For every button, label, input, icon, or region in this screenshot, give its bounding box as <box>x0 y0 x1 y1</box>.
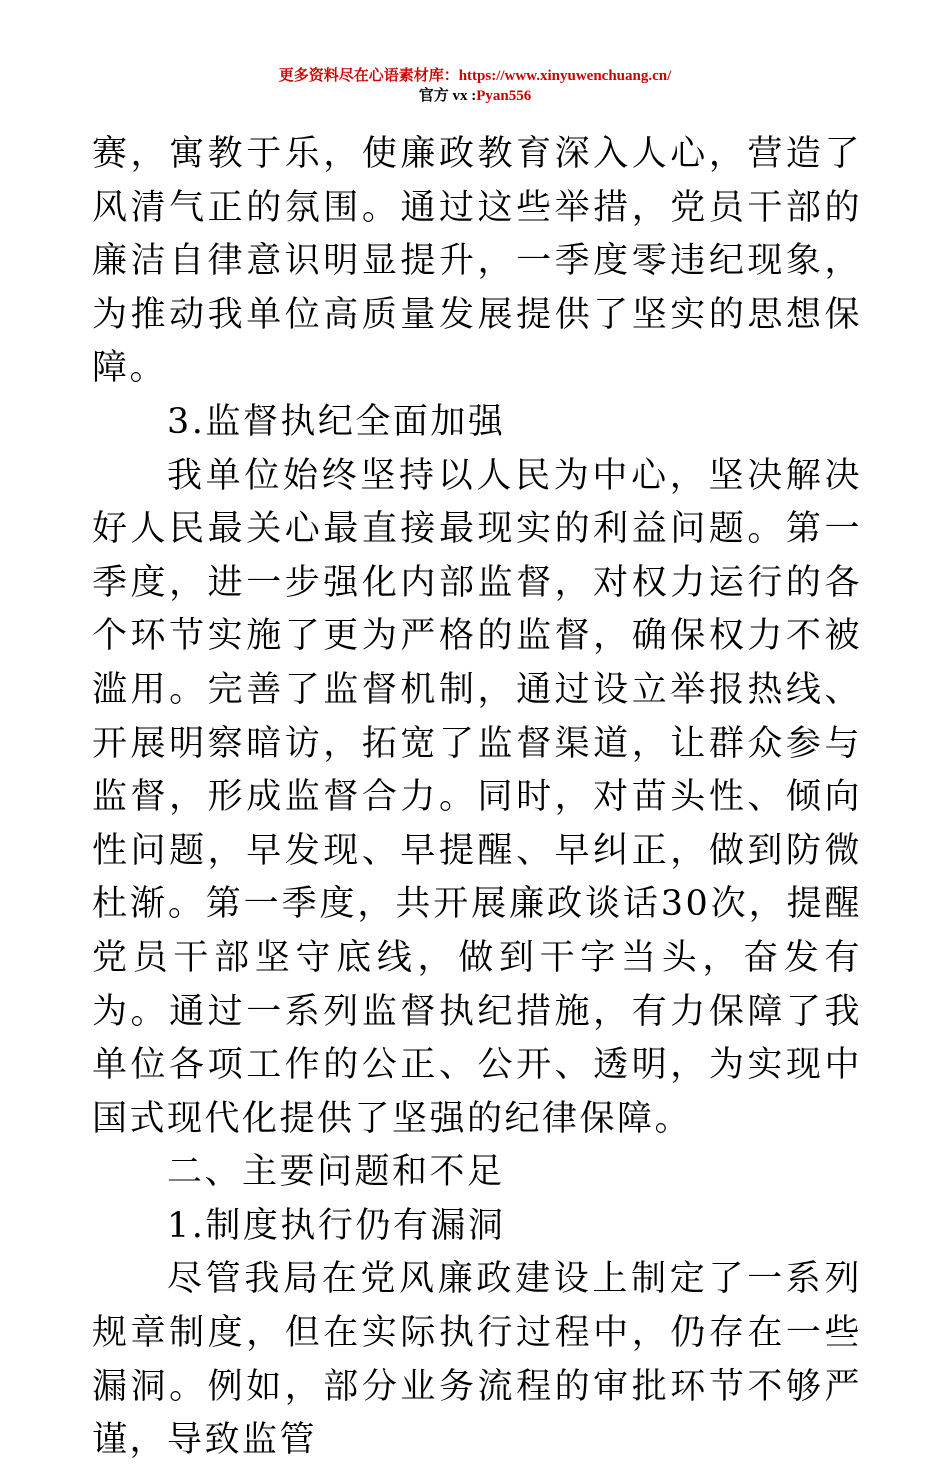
document-body <box>92 128 862 1468</box>
section-heading-problems: 二、主要问题和不足 <box>167 1152 505 1193</box>
header-contact <box>0 86 950 106</box>
paragraph-institution: 尽管我局在党风廉政建设上制定了一系列规章制度，但在实际执行过程中，仍存在一些漏洞。例如，部分业务流程的审批环节不够严谨，导致监管 <box>92 1259 862 1461</box>
page-header <box>0 66 950 106</box>
paragraph-supervision: 我单位始终坚持以人民为中心，坚决解决好人民最关心最直接最现实的利益问题。第一季度，进一步强化内部监督，对权力运行的各个环节实施了更为严格的监督，确保权力不被滥用。完善了监督机制，通过设立举报热线、开展明察暗访，拓宽了监督渠道，让群众参与监督，形成监督合力。同时，对苗头性、倾向性问题，早发现、早提醒、早纠正，做到防微杜渐。第一季度，共开展廉政谈话30次，提醒党员干部坚守底线，做到干字当头，奋发有为。通过一系列监督执纪措施，有力保障了我单位各项工作的公正、公开、透明，为实现中国式现代化提供了坚强的纪律保障。 <box>92 455 862 1139</box>
header-source-link: 更多资料尽在心语素材库：https://www.xinyuwenchuang.cn/ <box>278 68 672 84</box>
section-heading-institution: 1.制度执行仍有漏洞 <box>167 1205 506 1246</box>
paragraph-continued: 赛，寓教于乐，使廉政教育深入人心，营造了风清气正的氛围。通过这些举措，党员干部的廉洁自律意识明显提升，一季度零违纪现象，为推动我单位高质量发展提供了坚实的思想保障。 <box>92 134 862 389</box>
section-heading-supervision: 3.监督执纪全面加强 <box>167 401 506 442</box>
header-contact-id: Pyan556 <box>476 88 532 104</box>
header-contact-label: 官方 vx : <box>418 88 477 104</box>
